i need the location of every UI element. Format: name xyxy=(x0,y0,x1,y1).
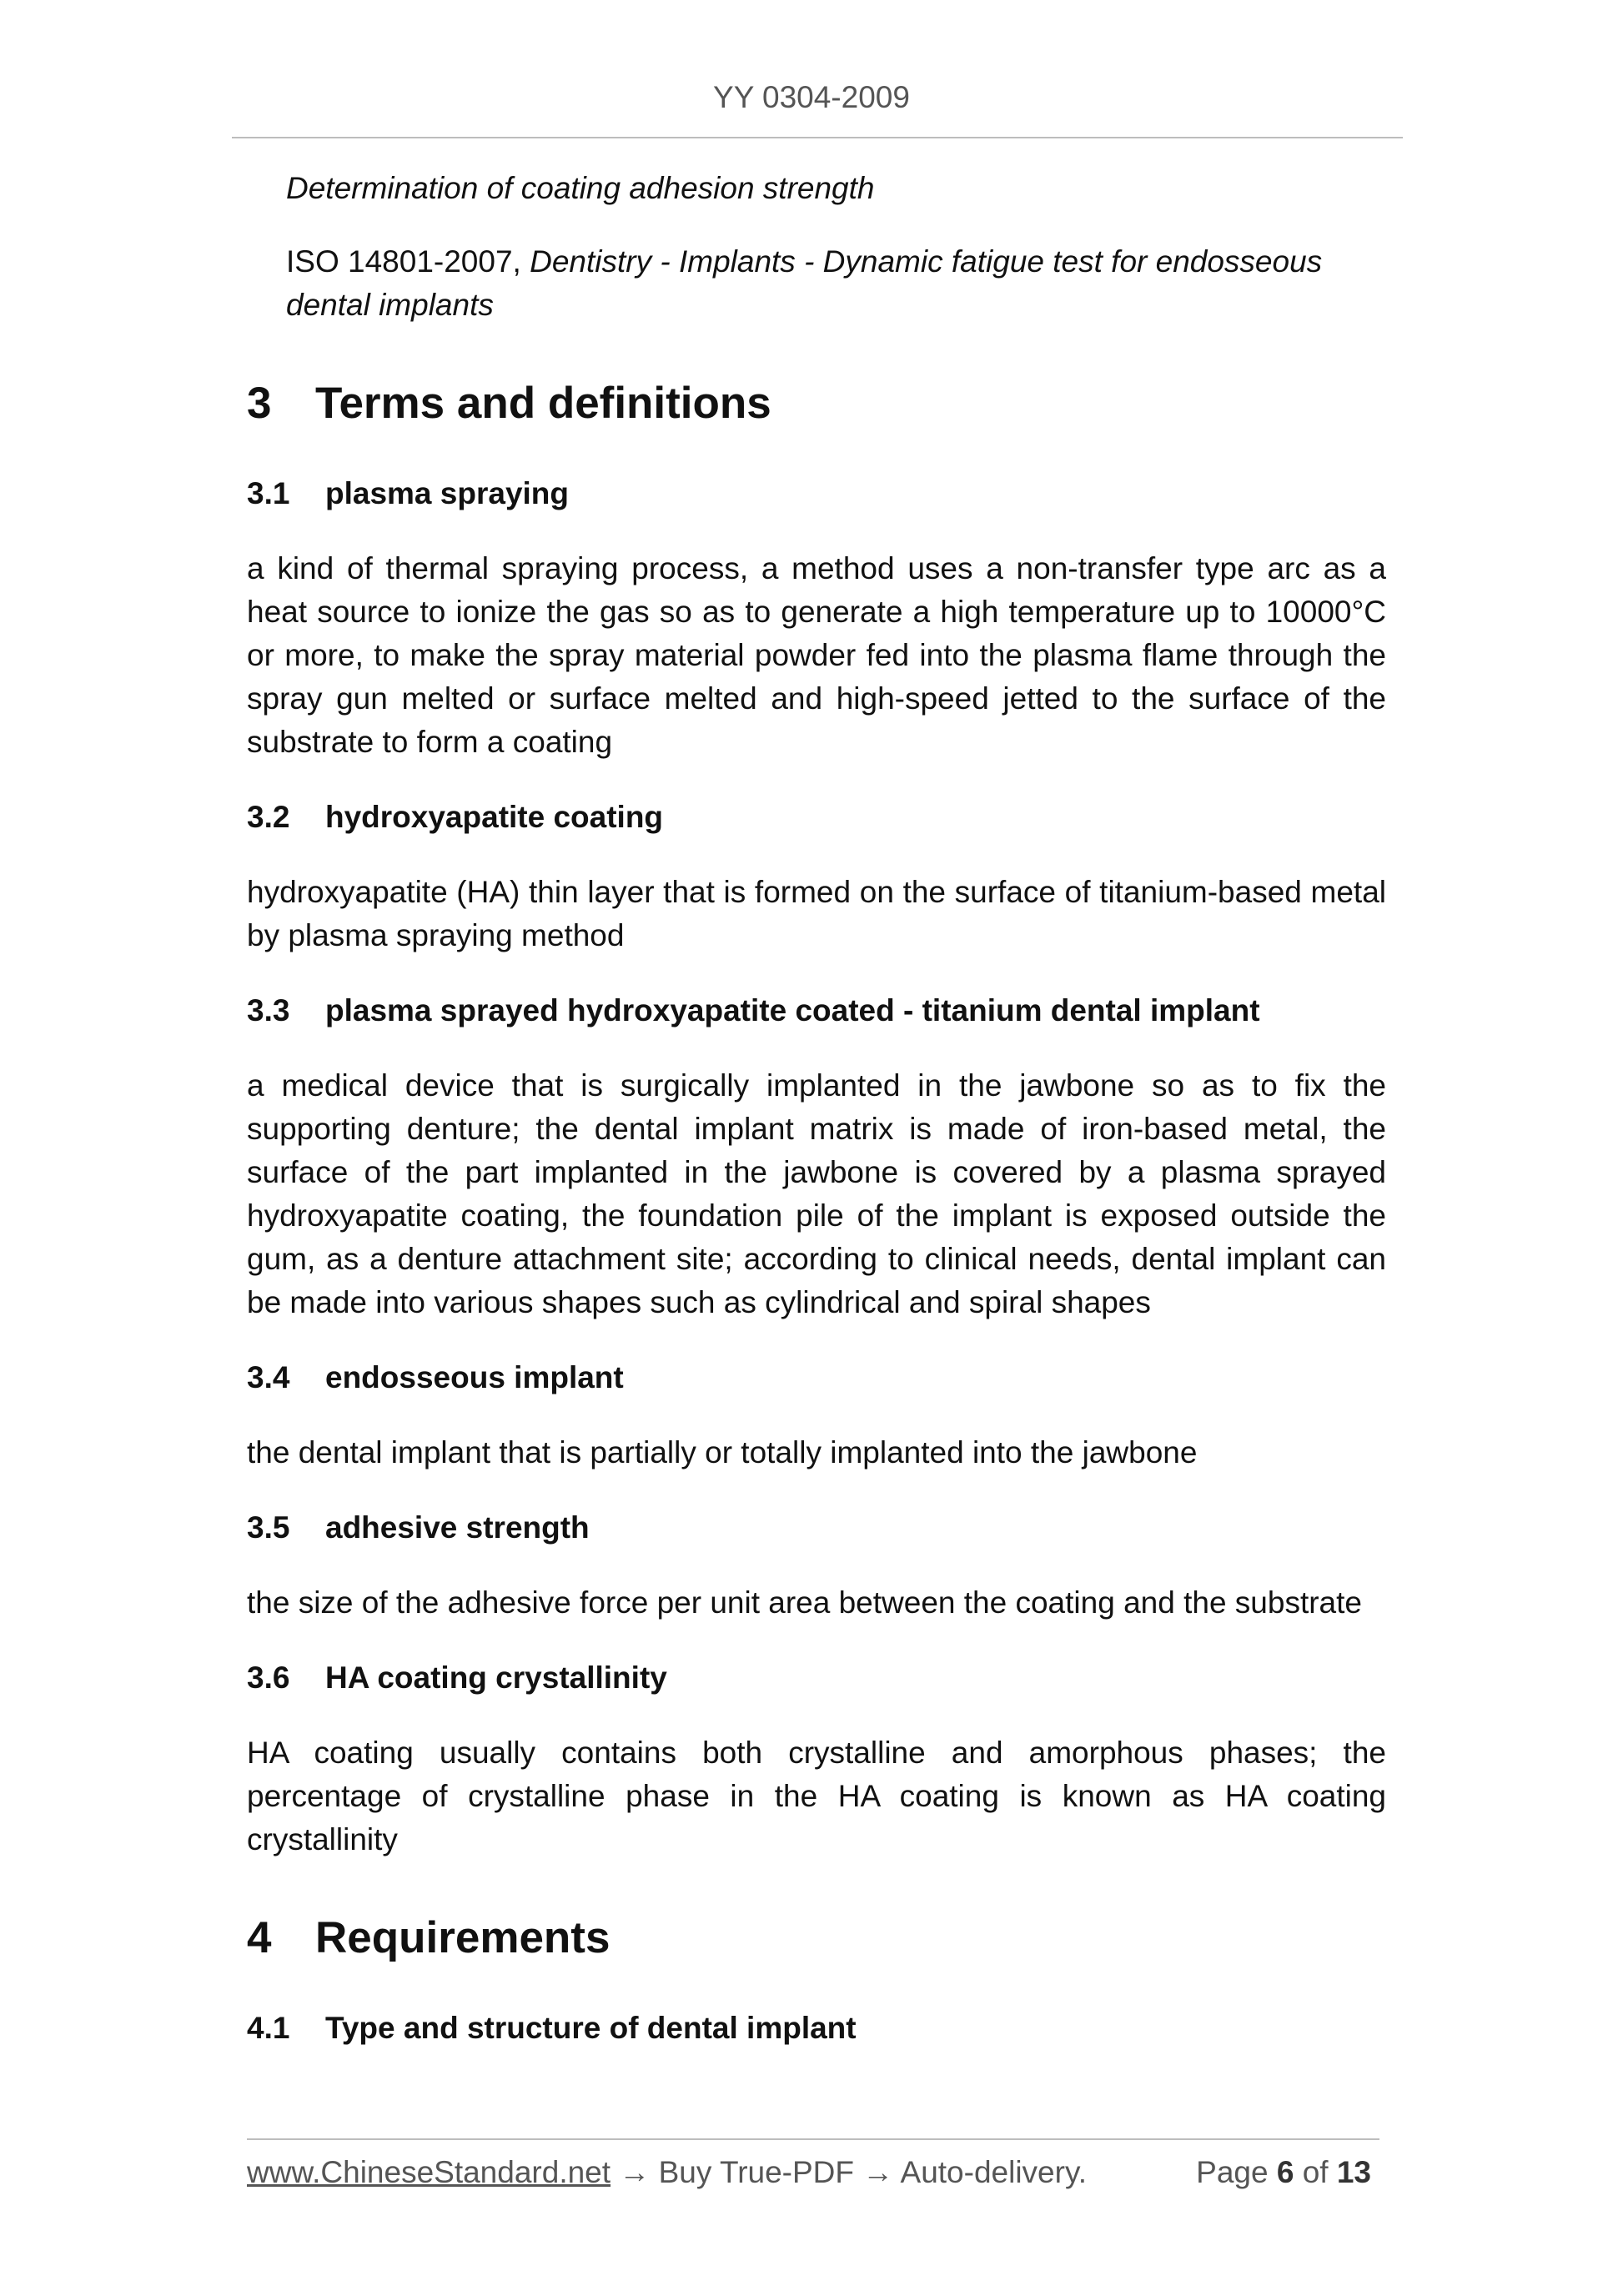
section-heading-4: 4 Requirements xyxy=(247,1913,611,1962)
term-definition: a medical device that is surgically implanted in the jawbone so as to fix the supporting denture; the dental implant matrix is made of iron-based metal, the surface of the part implanted in the jawbone is covered by a plasma sprayed hydroxyapatite coating, the foundation pile of the implant is exposed outside the gum, as a denture attachment site; according to clinical needs, dental implant can be made into various shapes such as cylindrical and spiral shapes xyxy=(247,1068,1386,1319)
term-heading-3-6: 3.6 HA coating crystallinity xyxy=(247,1660,667,1695)
website-link[interactable]: www.ChineseStandard.net xyxy=(247,2155,611,2189)
page-indicator: Page 6 of 13 xyxy=(1196,2155,1371,2189)
page-body xyxy=(247,167,1386,2082)
running-header: YY 0304-2009 xyxy=(713,80,910,114)
term-definition: a kind of thermal spraying process, a method uses a non-transfer type arc as a heat source to ionize the gas so as to generate a high temperature up to 10000°C or more, to make the spray material powder fed into the plasma flame through the spray gun melted or surface melted and high-speed jetted to the surface of the substrate to form a coating xyxy=(247,551,1386,759)
term-heading-3-3: 3.3 plasma sprayed hydroxyapatite coated - titanium dental implant xyxy=(247,993,1260,1027)
term-heading-3-4: 3.4 endosseous implant xyxy=(247,1360,624,1394)
footer-divider xyxy=(247,2138,1379,2140)
reference-code: ISO 14801-2007, xyxy=(286,244,530,279)
term-heading-3-5: 3.5 adhesive strength xyxy=(247,1510,590,1545)
term-heading-3-1: 3.1 plasma spraying xyxy=(247,476,570,510)
subsection-heading-4-1: 4.1 Type and structure of dental implant xyxy=(247,2011,857,2045)
term-definition: HA coating usually contains both crystalline and amorphous phases; the percentage of crystalline phase in the HA coating is known as HA coating crystallinity xyxy=(247,1736,1386,1856)
total-pages: 13 xyxy=(1336,2155,1371,2189)
header-divider xyxy=(232,137,1403,138)
current-page: 6 xyxy=(1276,2155,1294,2189)
term-definition: the dental implant that is partially or totally implanted into the jawbone xyxy=(247,1435,1198,1470)
term-definition: the size of the adhesive force per unit area between the coating and the substrate xyxy=(247,1585,1362,1620)
reference-entry xyxy=(286,167,1386,210)
reference-title: Dentistry - Implants - Dynamic fatigue test for endosseous dental implants xyxy=(286,244,1323,322)
reference-entry xyxy=(286,240,1386,327)
reference-title: Determination of coating adhesion strength xyxy=(286,171,875,205)
footer-tagline: → Buy True-PDF → Auto-delivery. xyxy=(611,2155,1087,2189)
term-definition: hydroxyapatite (HA) thin layer that is formed on the surface of titanium-based metal by plasma spraying method xyxy=(247,875,1386,952)
page-footer xyxy=(247,2155,1379,2190)
section-heading-3: 3 Terms and definitions xyxy=(247,379,771,428)
term-heading-3-2: 3.2 hydroxyapatite coating xyxy=(247,800,664,834)
